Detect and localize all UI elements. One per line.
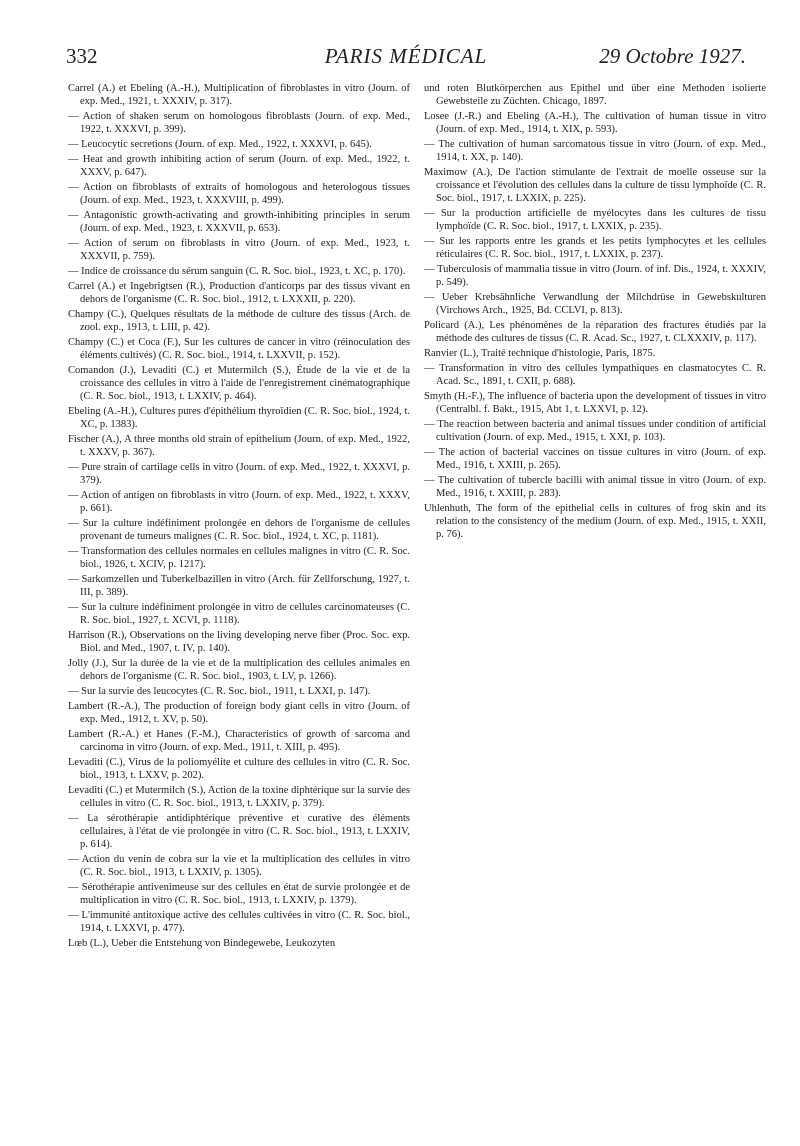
- bibliography-entry: Smyth (H.-F.), The influence of bacteria upon the development of tissues in vitro (Centralbl. f. Bakt., 1915, Abt 1, t. LXXVI, p. 12).: [424, 391, 766, 415]
- bibliography-entry: Carrel (A.) et Ebeling (A.-H.), Multiplication of fibroblastes in vitro (Journ. of exp. Med., 1921, t. XXXIV, p. 317).: [68, 83, 410, 107]
- bibliography-entry: Jolly (J.), Sur la durée de la vie et de la multiplication des cellules animales en dehors de l'organisme (C. R. Soc. biol., 1903, t. LV, p. 1266).: [68, 658, 410, 682]
- bibliography-right-column: [424, 82, 766, 543]
- bibliography-entry: Harrison (R.), Observations on the living developing nerve fiber (Proc. Soc. exp. Biol. and Med., 1907, t. IV, p. 140).: [68, 630, 410, 654]
- bibliography-entry: — L'immunité antitoxique active des cellules cultivées in vitro (C. R. Soc. biol., 1914, t. LXXVI, p. 477).: [68, 910, 410, 934]
- bibliography-entry: — Sur les rapports entre les grands et les petits lymphocytes et les cellules réticulaires (C. R. Soc. biol., 1917, t. LXXIX, p. 237).: [424, 236, 766, 260]
- page-number: 332: [66, 44, 98, 68]
- bibliography-entry: — Ueber Krebsähnliche Verwandlung der Milchdrüse in Gewebskulturen (Virchows Arch., 1925, Bd. CCLVI, p. 813).: [424, 292, 766, 316]
- bibliography-entry: Losee (J.-R.) and Ebeling (A.-H.), The cultivation of human tissue in vitro (Journ. of exp. Med., 1914, t. XIX, p. 593).: [424, 111, 766, 135]
- bibliography-entry: — Tuberculosis of mammalia tissue in vitro (Journ. of inf. Dis., 1924, t. XXXIV, p. 549).: [424, 264, 766, 288]
- bibliography-entry: Policard (A.), Les phénomènes de la réparation des fractures étudiés par la méthode des cultures de tissus (C. R. Acad. Sc., 1927, t. CLXXXIV, p. 117).: [424, 320, 766, 344]
- bibliography-entry: — Indice de croissance du sérum sanguin (C. R. Soc. biol., 1923, t. XC, p. 170).: [68, 266, 406, 277]
- bibliography-entry: Levaditi (C.), Virus de la poliomyélite et culture des cellules in vitro (C. R. Soc. biol., 1913, t. LXXV, p. 202).: [68, 757, 410, 781]
- bibliography-entry: Ranvier (L.), Traité technique d'histologie, Paris, 1875.: [424, 348, 656, 359]
- issue-date: 29 Octobre 1927.: [599, 44, 746, 68]
- bibliography-entry: — Pure strain of cartilage cells in vitro (Journ. of exp. Med., 1922, t. XXXVI, p. 379).: [68, 462, 410, 486]
- bibliography-entry: — Sur la survie des leucocytes (C. R. Soc. biol., 1911, t. LXXI, p. 147).: [68, 686, 371, 697]
- bibliography-entry: — Action of antigen on fibroblasts in vitro (Journ. of exp. Med., 1922, t. XXXV, p. 661).: [68, 490, 410, 514]
- bibliography-entry: Carrel (A.) et Ingebrigtsen (R.), Production d'anticorps par des tissus vivant en dehors de l'organisme (C. R. Soc. biol., 1912, t. LXXXII, p. 220).: [68, 281, 410, 305]
- bibliography-entry: Champy (C.), Quelques résultats de la méthode de culture des tissus (Arch. de zool. exp., 1913, t. LIII, p. 42).: [68, 309, 410, 333]
- bibliography-entry: — Sarkomzellen und Tuberkelbazillen in vitro (Arch. für Zellforschung, 1927, t. III, p. 389).: [68, 574, 410, 598]
- bibliography-entry: Fischer (A.), A three months old strain of epithelium (Journ. of exp. Med., 1922, t. XXXV, p. 367).: [68, 434, 410, 458]
- bibliography-entry: und roten Blutkörperchen aus Epithel und über eine Methoden isolierte Gewebsteile zu Züchten. Chicago, 1897.: [424, 83, 766, 107]
- bibliography-entry: — Heat and growth inhibiting action of serum (Journ. of exp. Med., 1922, t. XXXV, p. 647).: [68, 154, 410, 178]
- bibliography-entry: — Action of shaken serum on homologous fibroblasts (Journ. of exp. Med., 1922, t. XXXVI, p. 399).: [68, 111, 410, 135]
- bibliography-entry: — Sur la culture indéfiniment prolongée en dehors de l'organisme de cellules provenant de tumeurs malignes (C. R. Soc. biol., 1924, t. XC, p. 1181).: [68, 518, 410, 542]
- bibliography-entry: Uhlenhuth, The form of the epithelial cells in cultures of frog skin and its relation to the consistency of the medium (Journ. of exp. Med., 1915, t. XXII, p. 76).: [424, 503, 766, 540]
- bibliography-entry: Lambert (R.-A.), The production of foreign body giant cells in vitro (Journ. of exp. Med., 1912, t. XV, p. 50).: [68, 701, 410, 725]
- bibliography-entry: Champy (C.) et Coca (F.), Sur les cultures de cancer in vitro (réinoculation des éléments cultivés) (C. R. Soc. biol., 1914, t. LXXVII, p. 152).: [68, 337, 410, 361]
- bibliography-entry: Maximow (A.), De l'action stimulante de l'extrait de moelle osseuse sur la croissance et l'évolution des cellules dans la culture de tissu lymphoïde (C. R. Soc. biol., 1917, t. LXXIX, p. 225).: [424, 167, 766, 204]
- bibliography-entry: Comandon (J.), Levaditi (C.) et Mutermilch (S.), Étude de la vie et de la croissance des cellules in vitro à l'aide de l'enregistrement cinématographique (C. R. Soc. biol., 1913, t. LXXIV, p. 464).: [68, 365, 410, 402]
- bibliography-entry: Levaditi (C.) et Mutermilch (S.), Action de la toxine diphtérique sur la survie des cellules in vitro (C. R. Soc. biol., 1913, t. LXXIV, p. 379).: [68, 785, 410, 809]
- bibliography-entry: — Leucocytic secretions (Journ. of exp. Med., 1922, t. XXXVI, p. 645).: [68, 139, 372, 150]
- journal-title: PARIS MÉDICAL: [324, 44, 488, 68]
- bibliography-entry: — Action on fibroblasts of extraits of homologous and heterologous tissues (Journ. of exp. Med., 1923, t. XXXVIII, p. 499).: [68, 182, 410, 206]
- bibliography-left-column: [68, 82, 410, 952]
- bibliography-entry: Lambert (R.-A.) et Hanes (F.-M.), Characteristics of growth of sarcoma and carcinoma in vitro (Journ. of exp. Med., 1911, t. XIII, p. 495).: [68, 729, 410, 753]
- bibliography-entry: Ebeling (A.-H.), Cultures pures d'épithélium thyroïdien (C. R. Soc. biol., 1924, t. XC, p. 1383).: [68, 406, 410, 430]
- bibliography-entry: — Antagonistic growth-activating and growth-inhibiting principles in serum (Journ. of exp. Med., 1923, t. XXXVII, p. 653).: [68, 210, 410, 234]
- bibliography-entry: — Sur la production artificielle de myélocytes dans les cultures de tissu lymphoïde (C. R. Soc. biol., 1917, t. LXXIX, p. 235).: [424, 208, 766, 232]
- bibliography-entry: — The reaction between bacteria and animal tissues under condition of artificial cultivation (Journ. of exp. Med., 1915, t. XXI, p. 103).: [424, 419, 766, 443]
- page-header: [66, 44, 746, 84]
- bibliography-entry: — Sur la culture indéfiniment prolongée in vitro de cellules carcinomateuses (C. R. Soc. biol., 1927, t. XCVI, p. 1118).: [68, 602, 410, 626]
- bibliography-entry: — The cultivation of tubercle bacilli with animal tissue in vitro (Journ. of exp. Med., 1916, t. XXIII, p. 283).: [424, 475, 766, 499]
- bibliography-entry: — La sérothérapie antidiphtérique préventive et curative des éléments cellulaires, à l'état de vie prolongée in vitro (C. R. Soc. biol., 1913, t. LXXIV, p. 614).: [68, 813, 410, 850]
- bibliography-entry: — Action du venin de cobra sur la vie et la multiplication des cellules in vitro (C. R. Soc. biol., 1913, t. LXXIV, p. 1305).: [68, 854, 410, 878]
- bibliography-entry: — Transformation in vitro des cellules lympathiques en clasmatocytes C. R. Acad. Sc., 1891, t. CXII, p. 688).: [424, 363, 766, 387]
- bibliography-entry: — The action of bacterial vaccines on tissue cultures in vitro (Journ. of exp. Med., 1916, t. XXIII, p. 265).: [424, 447, 766, 471]
- bibliography-entry: — The cultivation of human sarcomatous tissue in vitro (Journ. of exp. Med., 1914, t. XX, p. 140).: [424, 139, 766, 163]
- bibliography-entry: — Transformation des cellules normales en cellules malignes in vitro (C. R. Soc. biol., 1926, t. XCIV, p. 1217).: [68, 546, 410, 570]
- bibliography-entry: Lœb (L.), Ueber die Entstehung von Bindegewebe, Leukozyten: [68, 938, 336, 949]
- bibliography-entry: — Sérothérapie antivenimeuse sur des cellules en état de survie prolongée et de multiplication in vitro (C. R. Soc. biol., 1913, t. LXXIV, p. 1379).: [68, 882, 410, 906]
- bibliography-entry: — Action of serum on fibroblasts in vitro (Journ. of exp. Med., 1923, t. XXXVII, p. 759).: [68, 238, 410, 262]
